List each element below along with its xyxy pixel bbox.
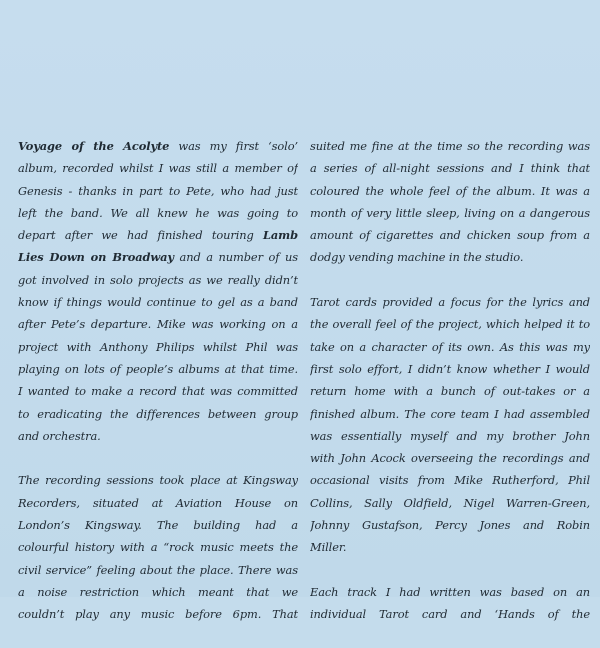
text-line: and orchestra. [18, 428, 101, 443]
text-line: Johnny Gustafson, Percy Jones and Robin [310, 518, 590, 533]
text-line: to eradicating the differences between group [18, 406, 298, 421]
text-line: playing on lots of people’s albums at that time. [18, 361, 298, 376]
text-line: colourful history with a “rock music meets the [18, 540, 298, 555]
paragraph-all-night-sessions [310, 135, 590, 269]
album-title-lamb-cont: Lies Down on Broadway [18, 250, 174, 265]
text-line: left the band. We all knew he was going to [18, 205, 298, 220]
text-line: know if things would continue to gel as a band [18, 295, 298, 310]
album-title-lamb: Lamb [262, 228, 298, 243]
text-line: I wanted to make a record that was committed [18, 384, 298, 399]
text-line: coloured the whole feel of the album. It was a [310, 183, 590, 198]
text-line: dodgy vending machine in the studio. [310, 250, 524, 265]
right-column [310, 135, 590, 648]
text-line: civil service” feeling about the place. There was [18, 562, 298, 577]
text-line: London’s Kingsway. The building had a [18, 518, 298, 533]
text-line: project with Anthony Philips whilst Phil was [18, 339, 298, 354]
text-line: suited me fine at the time so the recording was [310, 139, 590, 153]
text-line: Voyage of the Acolyte was my first ‘solo’ [18, 139, 298, 153]
text-line: Recorders, situated at Aviation House on [18, 495, 298, 510]
paragraph-each-track [310, 581, 590, 626]
text-line: occasional visits from Mike Rutherford, Phil [310, 473, 590, 488]
paragraph-voyage-intro [18, 135, 298, 447]
text-line: Tarot cards provided a focus for the lyrics and [310, 295, 590, 310]
text-line: first solo effort, I didn’t know whether I would [310, 361, 590, 376]
text-line: a series of all-night sessions and I think that [310, 161, 590, 176]
left-column [18, 135, 298, 648]
text-line: the overall feel of the project, which helped it to [310, 317, 590, 332]
text-line: The recording sessions took place at Kingsway [18, 473, 298, 488]
text-line: a noise restriction which meant that we [18, 584, 298, 599]
text-line: Genesis - thanks in part to Pete, who had just [18, 183, 298, 198]
text-line: return home with a bunch of out-takes or a [310, 384, 590, 399]
text-line: got involved in solo projects as we really didn’t [18, 272, 298, 287]
text-line: Miller. [310, 540, 347, 555]
text-line: finished album. The core team I had assembled [310, 406, 590, 421]
text-line: album, recorded whilst I was still a member of [18, 161, 298, 176]
text-line: take on a character of its own. As this was my [310, 339, 590, 354]
text-line: with John Acock overseeing the recordings and [310, 451, 590, 466]
album-title-voyage: Voyage of the Acolyte [18, 139, 170, 153]
text-line: amount of cigarettes and chicken soup from a [310, 228, 590, 243]
text-line: was essentially myself and my brother John [310, 428, 590, 443]
text-line: Collins, Sally Oldfield, Nigel Warren-Green, [310, 495, 590, 510]
text-line: Lies Down on Broadway and a number of us [18, 250, 298, 265]
text-line: individual Tarot card and ‘Hands of the [310, 607, 590, 622]
paragraph-recording-sessions [18, 469, 298, 625]
paragraph-tarot-cards [310, 291, 590, 559]
text-line: depart after we had finished touring Lamb [18, 228, 298, 243]
text-line: couldn’t play any music before 6pm. That [18, 607, 298, 622]
text-line: after Pete’s departure. Mike was working on a [18, 317, 298, 332]
text-line: Each track I had written was based on an [310, 584, 590, 599]
text-line: month of very little sleep, living on a dangerous [310, 205, 590, 220]
